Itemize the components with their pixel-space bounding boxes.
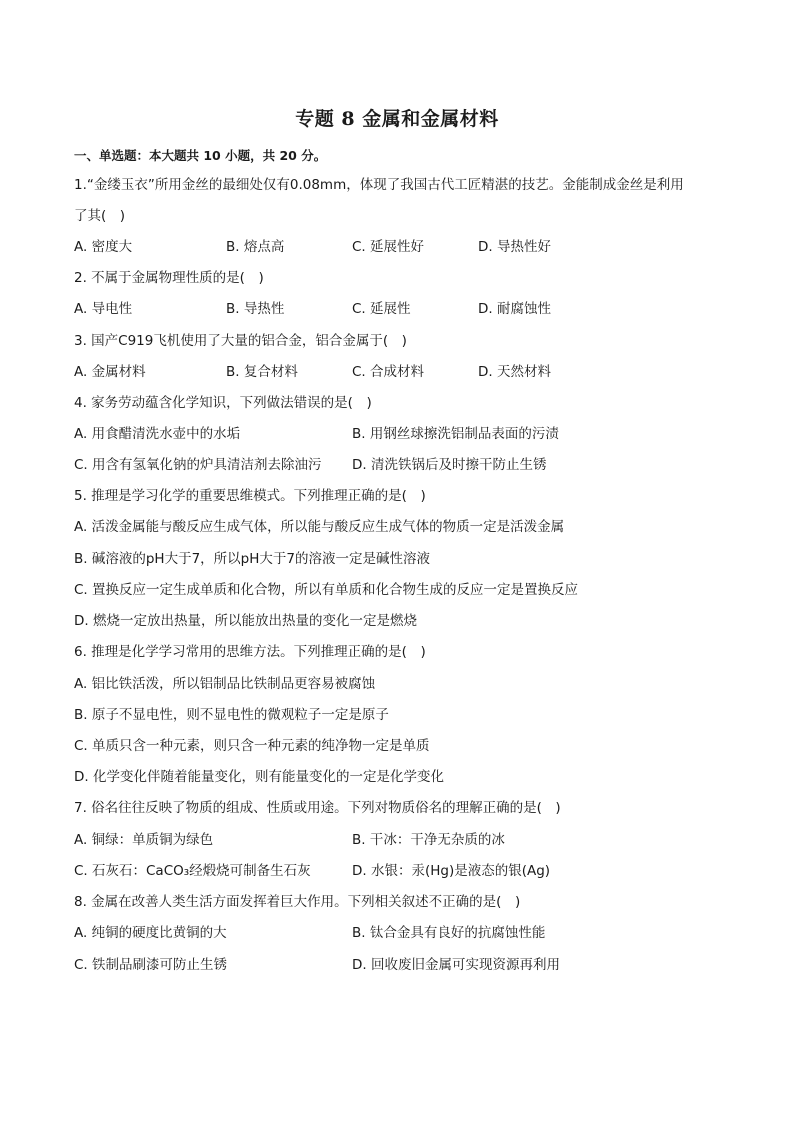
question-8-option-d[interactable]: D. 回收废旧金属可实现资源再利用 [352,957,560,973]
question-1-stem-line-1: 1.“金缕玉衣”所用金丝的最细处仅有0.08mm，体现了我国古代工匠精湛的技艺。金能制成金丝是利用 [74,177,684,193]
question-8-options-row-2 [74,955,754,975]
question-2-option-b[interactable]: B. 导热性 [226,301,285,317]
question-6-stem: 6. 推理是化学学习常用的思维方法。下列推理正确的是( ) [74,644,426,660]
question-5-option-a[interactable]: A. 活泼金属能与酸反应生成气体，所以能与酸反应生成气体的物质一定是活泼金属 [74,519,565,535]
question-2-option-c[interactable]: C. 延展性 [352,301,411,317]
question-3-stem: 3. 国产C919飞机使用了大量的铝合金，铝合金属于( ) [74,333,407,349]
question-4-options-row-1 [74,424,754,444]
question-4-option-b[interactable]: B. 用钢丝球擦洗铝制品表面的污渍 [352,426,559,442]
question-5-option-d[interactable]: D. 燃烧一定放出热量，所以能放出热量的变化一定是燃烧 [74,613,417,629]
question-6-option-c[interactable]: C. 单质只含一种元素，则只含一种元素的纯净物一定是单质 [74,738,430,754]
question-1-option-b[interactable]: B. 熔点高 [226,239,285,255]
question-5-stem: 5. 推理是学习化学的重要思维模式。下列推理正确的是( ) [74,488,426,504]
question-7-option-b[interactable]: B. 干冰：干净无杂质的冰 [352,832,505,848]
question-1-option-c[interactable]: C. 延展性好 [352,239,425,255]
question-7-option-c[interactable]: C. 石灰石：CaCO₃经煅烧可制备生石灰 [74,863,311,879]
question-1-stem-line-2: 了其( ) [74,208,126,224]
question-3-option-d[interactable]: D. 天然材料 [478,364,551,380]
question-6-option-b[interactable]: B. 原子不显电性，则不显电性的微观粒子一定是原子 [74,707,389,723]
question-4-options-row-2 [74,455,754,475]
question-4-option-a[interactable]: A. 用食醋清洗水壶中的水垢 [74,426,241,442]
question-1-option-d[interactable]: D. 导热性好 [478,239,551,255]
question-8-option-a[interactable]: A. 纯铜的硬度比黄铜的大 [74,925,227,941]
question-8-option-b[interactable]: B. 钛合金具有良好的抗腐蚀性能 [352,925,546,941]
question-3-option-a[interactable]: A. 金属材料 [74,364,146,380]
page-title: 专题 8 金属和金属材料 [295,108,499,130]
question-7-option-a[interactable]: A. 铜绿：单质铜为绿色 [74,832,214,848]
question-3-option-b[interactable]: B. 复合材料 [226,364,298,380]
question-7-options-row-2 [74,861,754,881]
question-4-option-d[interactable]: D. 清洗铁锅后及时擦干防止生锈 [352,457,547,473]
question-5-option-c[interactable]: C. 置换反应一定生成单质和化合物，所以有单质和化合物生成的反应一定是置换反应 [74,582,579,598]
question-4-stem: 4. 家务劳动蕴含化学知识，下列做法错误的是( ) [74,395,372,411]
question-5-option-b[interactable]: B. 碱溶液的pH大于7，所以pH大于7的溶液一定是碱性溶液 [74,551,430,567]
question-8-option-c[interactable]: C. 铁制品刷漆可防止生锈 [74,957,228,973]
question-7-options-row-1 [74,830,754,850]
question-7-option-d[interactable]: D. 水银：汞(Hg)是液态的银(Ag) [352,863,551,879]
question-2-options [74,299,754,319]
question-3-option-c[interactable]: C. 合成材料 [352,364,425,380]
question-1-option-a[interactable]: A. 密度大 [74,239,133,255]
section-heading: 一、单选题：本大题共 10 小题，共 20 分。 [74,148,327,163]
question-2-option-a[interactable]: A. 导电性 [74,301,133,317]
question-7-stem: 7. 俗名往往反映了物质的组成、性质或用途。下列对物质俗名的理解正确的是( ) [74,800,561,816]
question-4-option-c[interactable]: C. 用含有氢氧化钠的炉具清洁剂去除油污 [74,457,322,473]
question-8-stem: 8. 金属在改善人类生活方面发挥着巨大作用。下列相关叙述不正确的是( ) [74,894,521,910]
question-6-option-a[interactable]: A. 铝比铁活泼，所以铝制品比铁制品更容易被腐蚀 [74,676,376,692]
question-8-options-row-1 [74,923,754,943]
question-2-stem: 2. 不属于金属物理性质的是( ) [74,270,264,286]
question-3-options [74,362,754,382]
question-6-option-d[interactable]: D. 化学变化伴随着能量变化，则有能量变化的一定是化学变化 [74,769,444,785]
question-1-options [74,237,754,257]
question-2-option-d[interactable]: D. 耐腐蚀性 [478,301,551,317]
